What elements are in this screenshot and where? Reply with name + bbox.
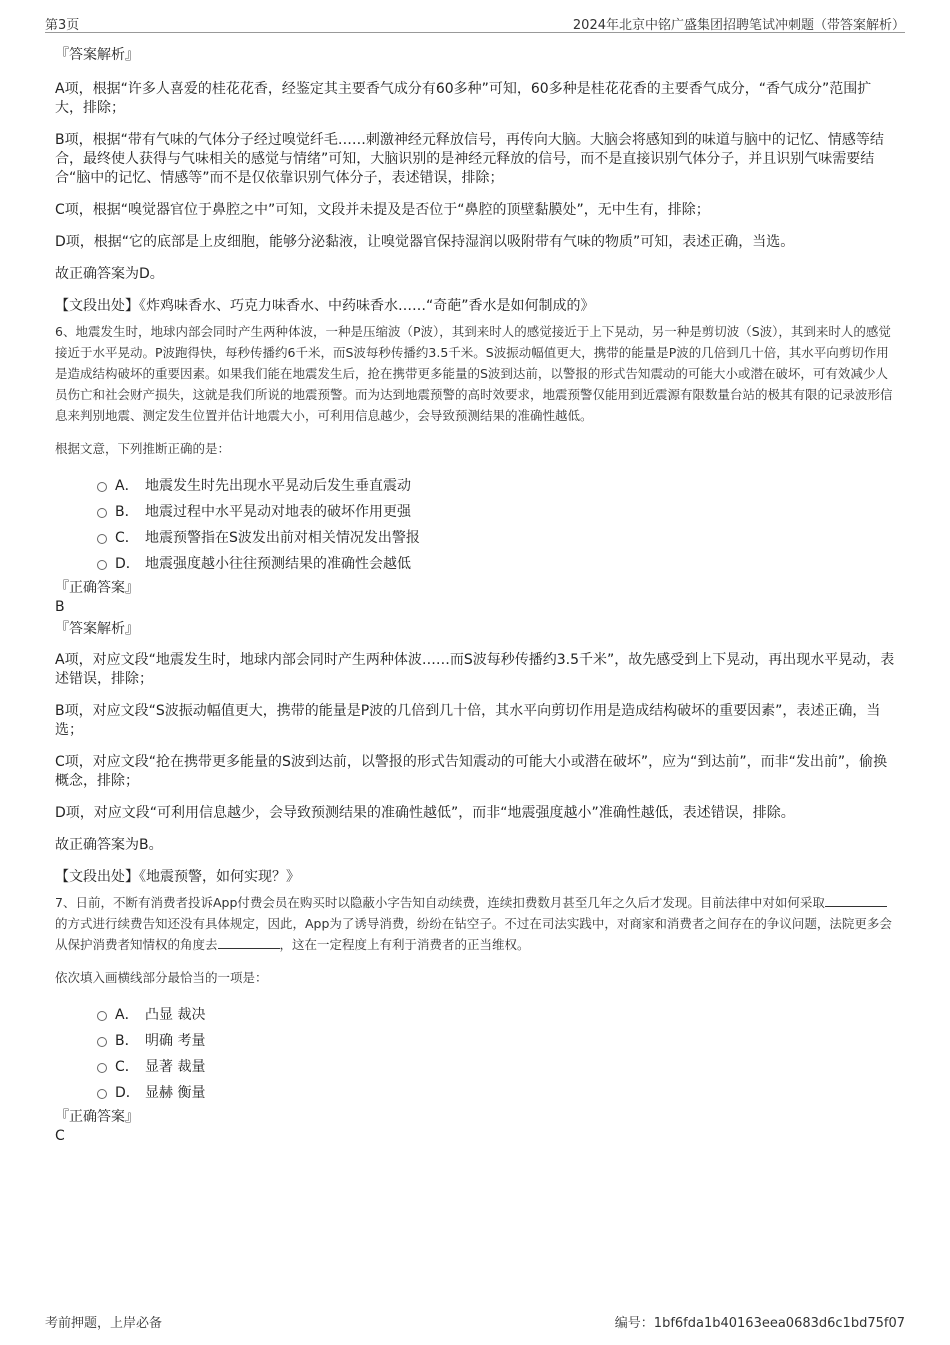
q7-options (55, 1002, 897, 1106)
q6-analysis-tag: 『答案解析』 (55, 621, 139, 637)
radio-icon[interactable] (97, 1037, 107, 1047)
q6-conclusion: 故正确答案为B。 (55, 837, 163, 853)
q6-answer-tag: 『正确答案』 (55, 580, 139, 596)
q6-option-d[interactable] (55, 551, 897, 577)
radio-icon[interactable] (97, 508, 107, 518)
option-letter: B． (115, 504, 139, 520)
q7-option-d[interactable] (55, 1080, 897, 1106)
page-footer (45, 1312, 905, 1330)
q7-question: 依次填入画横线部分最恰当的一项是： (55, 970, 268, 985)
q5-analysis-tag: 『答案解析』 (55, 47, 139, 63)
radio-icon[interactable] (97, 560, 107, 570)
q5-analysis-d: D项，根据“它的底部是上皮细胞，能够分泌黏液，让嗅觉器官保持湿润以吸附带有气味的物质”可知，表述正确，当选。 (55, 234, 795, 250)
footer-slogan: 考前押题，上岸必备 (45, 1316, 163, 1331)
page-number: 第3页 (45, 18, 80, 33)
q7-answer: C (55, 1128, 65, 1144)
q6-analysis-a: A项，对应文段“地震发生时，地球内部会同时产生两种体波……而S波每秒传播约3.5千米”，故先感受到上下晃动，再出现水平晃动，表述错误，排除； (55, 652, 895, 687)
q7-stem-part1: 7、日前，不断有消费者投诉App付费会员在购买时以隐蔽小字告知自动续费，连续扣费数月甚至几年之久后才发现。目前法律中对如何采取 (55, 895, 825, 910)
fill-blank-2 (218, 936, 280, 949)
option-letter: A． (115, 478, 139, 494)
option-letter: C． (115, 1059, 139, 1075)
q6-option-b[interactable] (55, 499, 897, 525)
page-content (55, 46, 897, 1145)
radio-icon[interactable] (97, 1011, 107, 1021)
option-letter: D． (115, 556, 140, 572)
q5-analysis-c: C项，根据“嗅觉器官位于鼻腔之中”可知，文段并未提及是否位于“鼻腔的顶壁黏膜处”，无中生有，排除； (55, 202, 710, 218)
option-text: 地震过程中水平晃动对地表的破坏作用更强 (145, 504, 411, 520)
option-text: 凸显 裁决 (145, 1007, 206, 1023)
q5-conclusion: 故正确答案为D。 (55, 266, 164, 282)
q6-option-a[interactable] (55, 473, 897, 499)
q5-analysis-a: A项，根据“许多人喜爱的桂花花香，经鉴定其主要香气成分有60多种”可知，60多种是桂花花香的主要香气成分，“香气成分”范围扩大，排除； (55, 81, 872, 116)
document-title: 2024年北京中铭广盛集团招聘笔试冲刺题（带答案解析） (572, 18, 905, 33)
option-letter: A． (115, 1007, 139, 1023)
option-text: 显著 裁量 (145, 1059, 206, 1075)
fill-blank-1 (825, 894, 887, 907)
radio-icon[interactable] (97, 1089, 107, 1099)
q6-stem: 6、地震发生时，地球内部会同时产生两种体波，一种是压缩波（P波），其到来时人的感觉接近于上下晃动，另一种是剪切波（S波），其到来时人的感觉接近于水平晃动。P波跑得快，每秒传播约6千米，而S波每秒传播约3.5千米。S波振动幅值更大，携带的能量是P波的几倍到几十倍，其水平向剪切作用是造成结构破坏的重要因素。如果我们能在地震发生后，抢在携带更多能量的S波到达前，以警报的形式告知震动的可能大小或潜在破坏，可有效减少人员伤亡和社会财产损失，这就是我们所说的地震预警。而为达到地震预警的高时效要求，地震预警仅能用到近震源有限数量台站的极其有限的记录波形信息来判别地震、测定发生位置并估计地震大小，可利用信息越少，会导致预测结果的准确性越低。 (55, 324, 893, 423)
option-letter: C． (115, 530, 139, 546)
q7-stem-part3: ，这在一定程度上有利于消费者的正当维权。 (279, 937, 530, 952)
radio-icon[interactable] (97, 482, 107, 492)
document-id-label: 编号： (614, 1316, 654, 1331)
q6-option-c[interactable] (55, 525, 897, 551)
q5-analysis-b: B项，根据“带有气味的气体分子经过嗅觉纤毛……刺激神经元释放信号，再传向大脑。大脑会将感知到的味道与脑中的记忆、情感等结合，最终使人获得与气味相关的感觉与情绪”可知，大脑识别的是神经元释放的信号，而不是直接识别气体分子，并且识别气味需要结合“脑中的记忆、情感等”而不是仅依靠识别气体分子，表述错误，排除； (55, 132, 884, 186)
q6-answer: B (55, 599, 65, 615)
q7-stem-part2: 的方式进行续费告知还没有具体规定，因此，App为了诱导消费，纷纷在钻空子。不过在司法实践中，对商家和消费者之间存在的争议问题，法院更多会从保护消费者知情权的角度去 (55, 916, 892, 952)
q7-option-c[interactable] (55, 1054, 897, 1080)
q7-stem (55, 892, 897, 955)
q6-source: 【文段出处】《地震预警，如何实现？》 (55, 869, 300, 885)
q7-option-b[interactable] (55, 1028, 897, 1054)
q6-analysis-c: C项，对应文段“抢在携带更多能量的S波到达前，以警报的形式告知震动的可能大小或潜在破坏”，应为“到达前”，而非“发出前”，偷换概念，排除； (55, 754, 888, 789)
option-text: 地震强度越小往往预测结果的准确性会越低 (145, 556, 411, 572)
document-id-code: 1bf6fda1b40163eea0683d6c1bd75f07 (653, 1316, 905, 1331)
q6-analysis-b: B项，对应文段“S波振动幅值更大，携带的能量是P波的几倍到几十倍，其水平向剪切作用是造成结构破坏的重要因素”，表述正确，当选； (55, 703, 881, 738)
q7-answer-tag: 『正确答案』 (55, 1109, 139, 1125)
q6-analysis-d: D项，对应文段“可利用信息越少，会导致预测结果的准确性越低”，而非“地震强度越小”准确性越低，表述错误，排除。 (55, 805, 795, 821)
q5-source: 【文段出处】《炸鸡味香水、巧克力味香水、中药味香水……“奇葩”香水是如何制成的》 (55, 298, 595, 314)
option-text: 明确 考量 (145, 1033, 206, 1049)
option-letter: D． (115, 1085, 140, 1101)
document-id (615, 1312, 905, 1331)
q6-question: 根据文意，下列推断正确的是： (55, 441, 231, 456)
option-text: 地震预警指在S波发出前对相关情况发出警报 (145, 530, 420, 546)
option-text: 地震发生时先出现水平晃动后发生垂直震动 (145, 478, 411, 494)
radio-icon[interactable] (97, 1063, 107, 1073)
q7-option-a[interactable] (55, 1002, 897, 1028)
page-header (45, 12, 905, 33)
radio-icon[interactable] (97, 534, 107, 544)
option-text: 显赫 衡量 (145, 1085, 206, 1101)
option-letter: B． (115, 1033, 139, 1049)
q6-options (55, 473, 897, 577)
